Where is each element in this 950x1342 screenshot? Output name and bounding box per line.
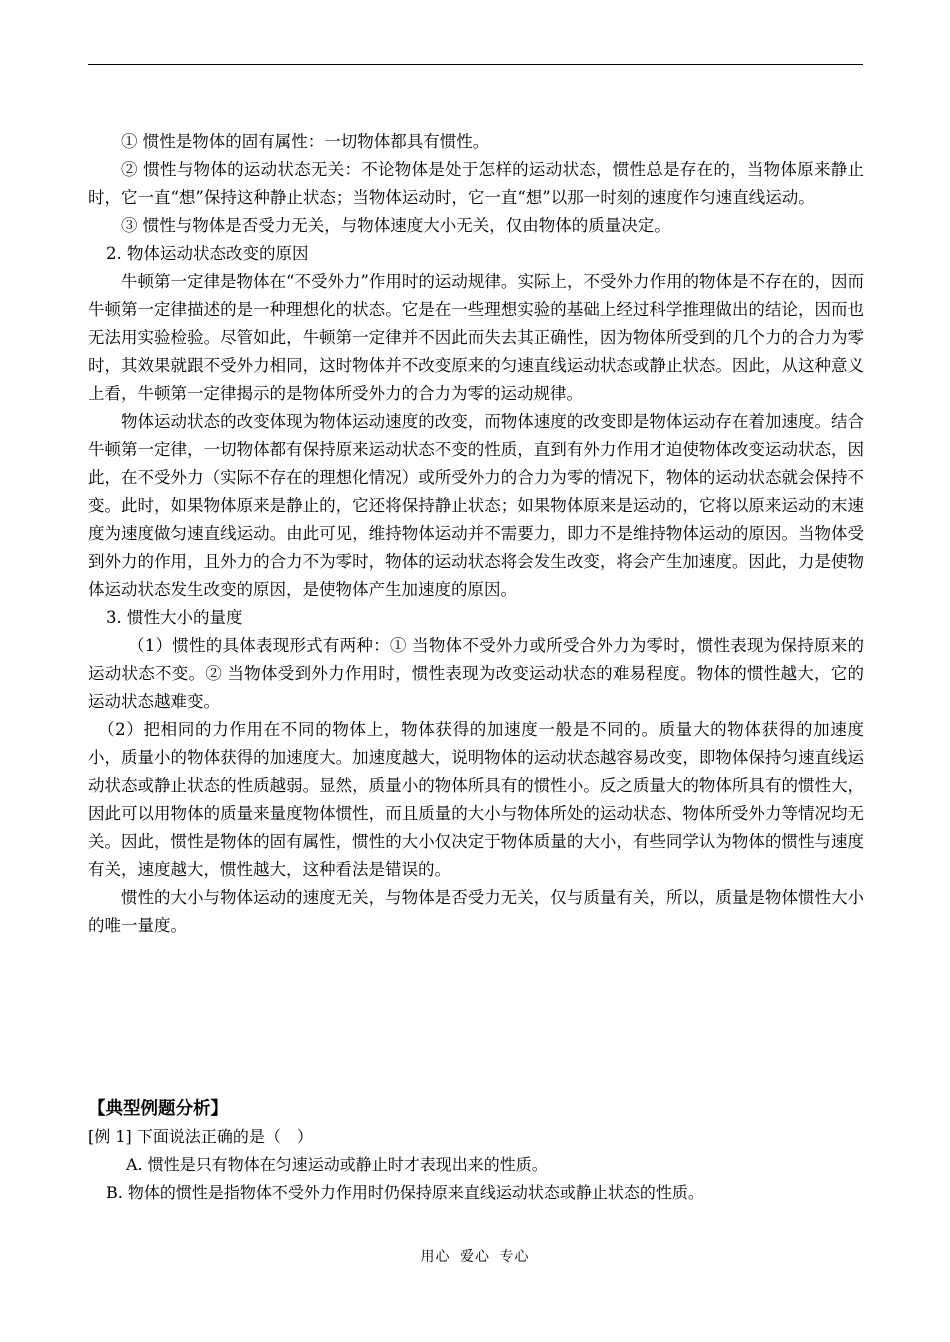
heading-inertia-measure: 3. 惯性大小的量度 [106,608,243,627]
page-footer: 用心 爱心 专心 [420,1249,530,1265]
example-stem: [例 1] 下面说法正确的是（ ） [88,1127,313,1146]
example-option-b: B. 物体的惯性是指物体不受外力作用时仍保持原来直线运动状态或静止状态的性质。 [106,1183,704,1202]
paragraph-motion-state-change: 物体运动状态的改变体现为物体运动速度的改变，而物体速度的改变即是物体运动存在着加速度。结合牛顿第一定律，一切物体都有保持原来运动状态不变的性质，直到有外力作用才迫使物体改变运动状态，因此，在不受外力（实际不存在的理想化情况）或所受外力的合力为零的情况下，物体的运动状态就会保持不变。此时，如果物体原来是静止的，它还将保持静止状态；如果物体原来是运动的，它将以原来运动的末速度为速度做匀速直线运动。由此可见，维持物体运动并不需要力，即力不是维持物体运动的原因。当物体受到外力的作用，且外力的合力不为零时，物体的运动状态将会发生改变，将会产生加速度。因此，力是使物体运动状态发生改变的原因，是使物体产生加速度的原因。 [88,412,864,599]
document-body [88,128,864,940]
paragraph-mass-acceleration: （2）把相同的力作用在不同的物体上，物体获得的加速度一般是不同的。质量大的物体获得的加速度小，质量小的物体获得的加速度大。加速度越大，说明物体的运动状态越容易改变，即物体保持匀速直线运动状态或静止状态的性质越弱。显然，质量小的物体所具有的惯性小。反之质量大的物体所具有的惯性大，因此可以用物体的质量来量度物体惯性，而且质量的大小与物体所处的运动状态、物体所受外力等情况均无关。因此，惯性是物体的固有属性，惯性的大小仅决定于物体质量的大小，有些同学认为物体的惯性与速度有关，速度越大，惯性越大，这种看法是错误的。 [88,720,864,879]
paragraph-inertia-point-1: ① 惯性是物体的固有属性：一切物体都具有惯性。 [121,132,490,151]
paragraph-inertia-point-3: ③ 惯性与物体是否受力无关，与物体速度大小无关，仅由物体的质量决定。 [121,216,671,235]
example-block [88,1123,864,1207]
header-rule [88,64,863,65]
paragraph-inertia-point-2: ② 惯性与物体的运动状态无关：不论物体是处于怎样的运动状态，惯性总是存在的，当物体原来静止时，它一直“想”保持这种静止状态；当物体运动时，它一直“想”以那一时刻的速度作匀速直线运动。 [88,160,864,207]
paragraph-newton-first-law: 牛顿第一定律是物体在“不受外力”作用时的运动规律。实际上，不受外力作用的物体是不存在的，因而牛顿第一定律描述的是一种理想化的状态。它是在一些理想实验的基础上经过科学推理做出的结论，因而也无法用实验检验。尽管如此，牛顿第一定律并不因此而失去其正确性，因为物体所受到的几个力的合力为零时，其效果就跟不受外力相同，这时物体并不改变原来的匀速直线运动状态或静止状态。因此，从这种意义上看，牛顿第一定律揭示的是物体所受外力的合力为零的运动规律。 [88,272,864,403]
paragraph-inertia-forms: （1）惯性的具体表现形式有两种：① 当物体不受外力或所受合外力为零时，惯性表现为保持原来的运动状态不变。② 当物体受到外力作用时，惯性表现为改变运动状态的难易程度。物体的惯性越大，它的运动状态越难变。 [88,636,864,711]
paragraph-mass-only-measure: 惯性的大小与物体运动的速度无关，与物体是否受力无关，仅与质量有关，所以，质量是物体惯性大小的唯一量度。 [88,888,864,935]
section-title: 【典型例题分析】 [88,1099,228,1119]
heading-motion-change-cause: 2. 物体运动状态改变的原因 [106,244,309,263]
example-option-a: A. 惯性是只有物体在匀速运动或静止时才表现出来的性质。 [126,1155,548,1174]
